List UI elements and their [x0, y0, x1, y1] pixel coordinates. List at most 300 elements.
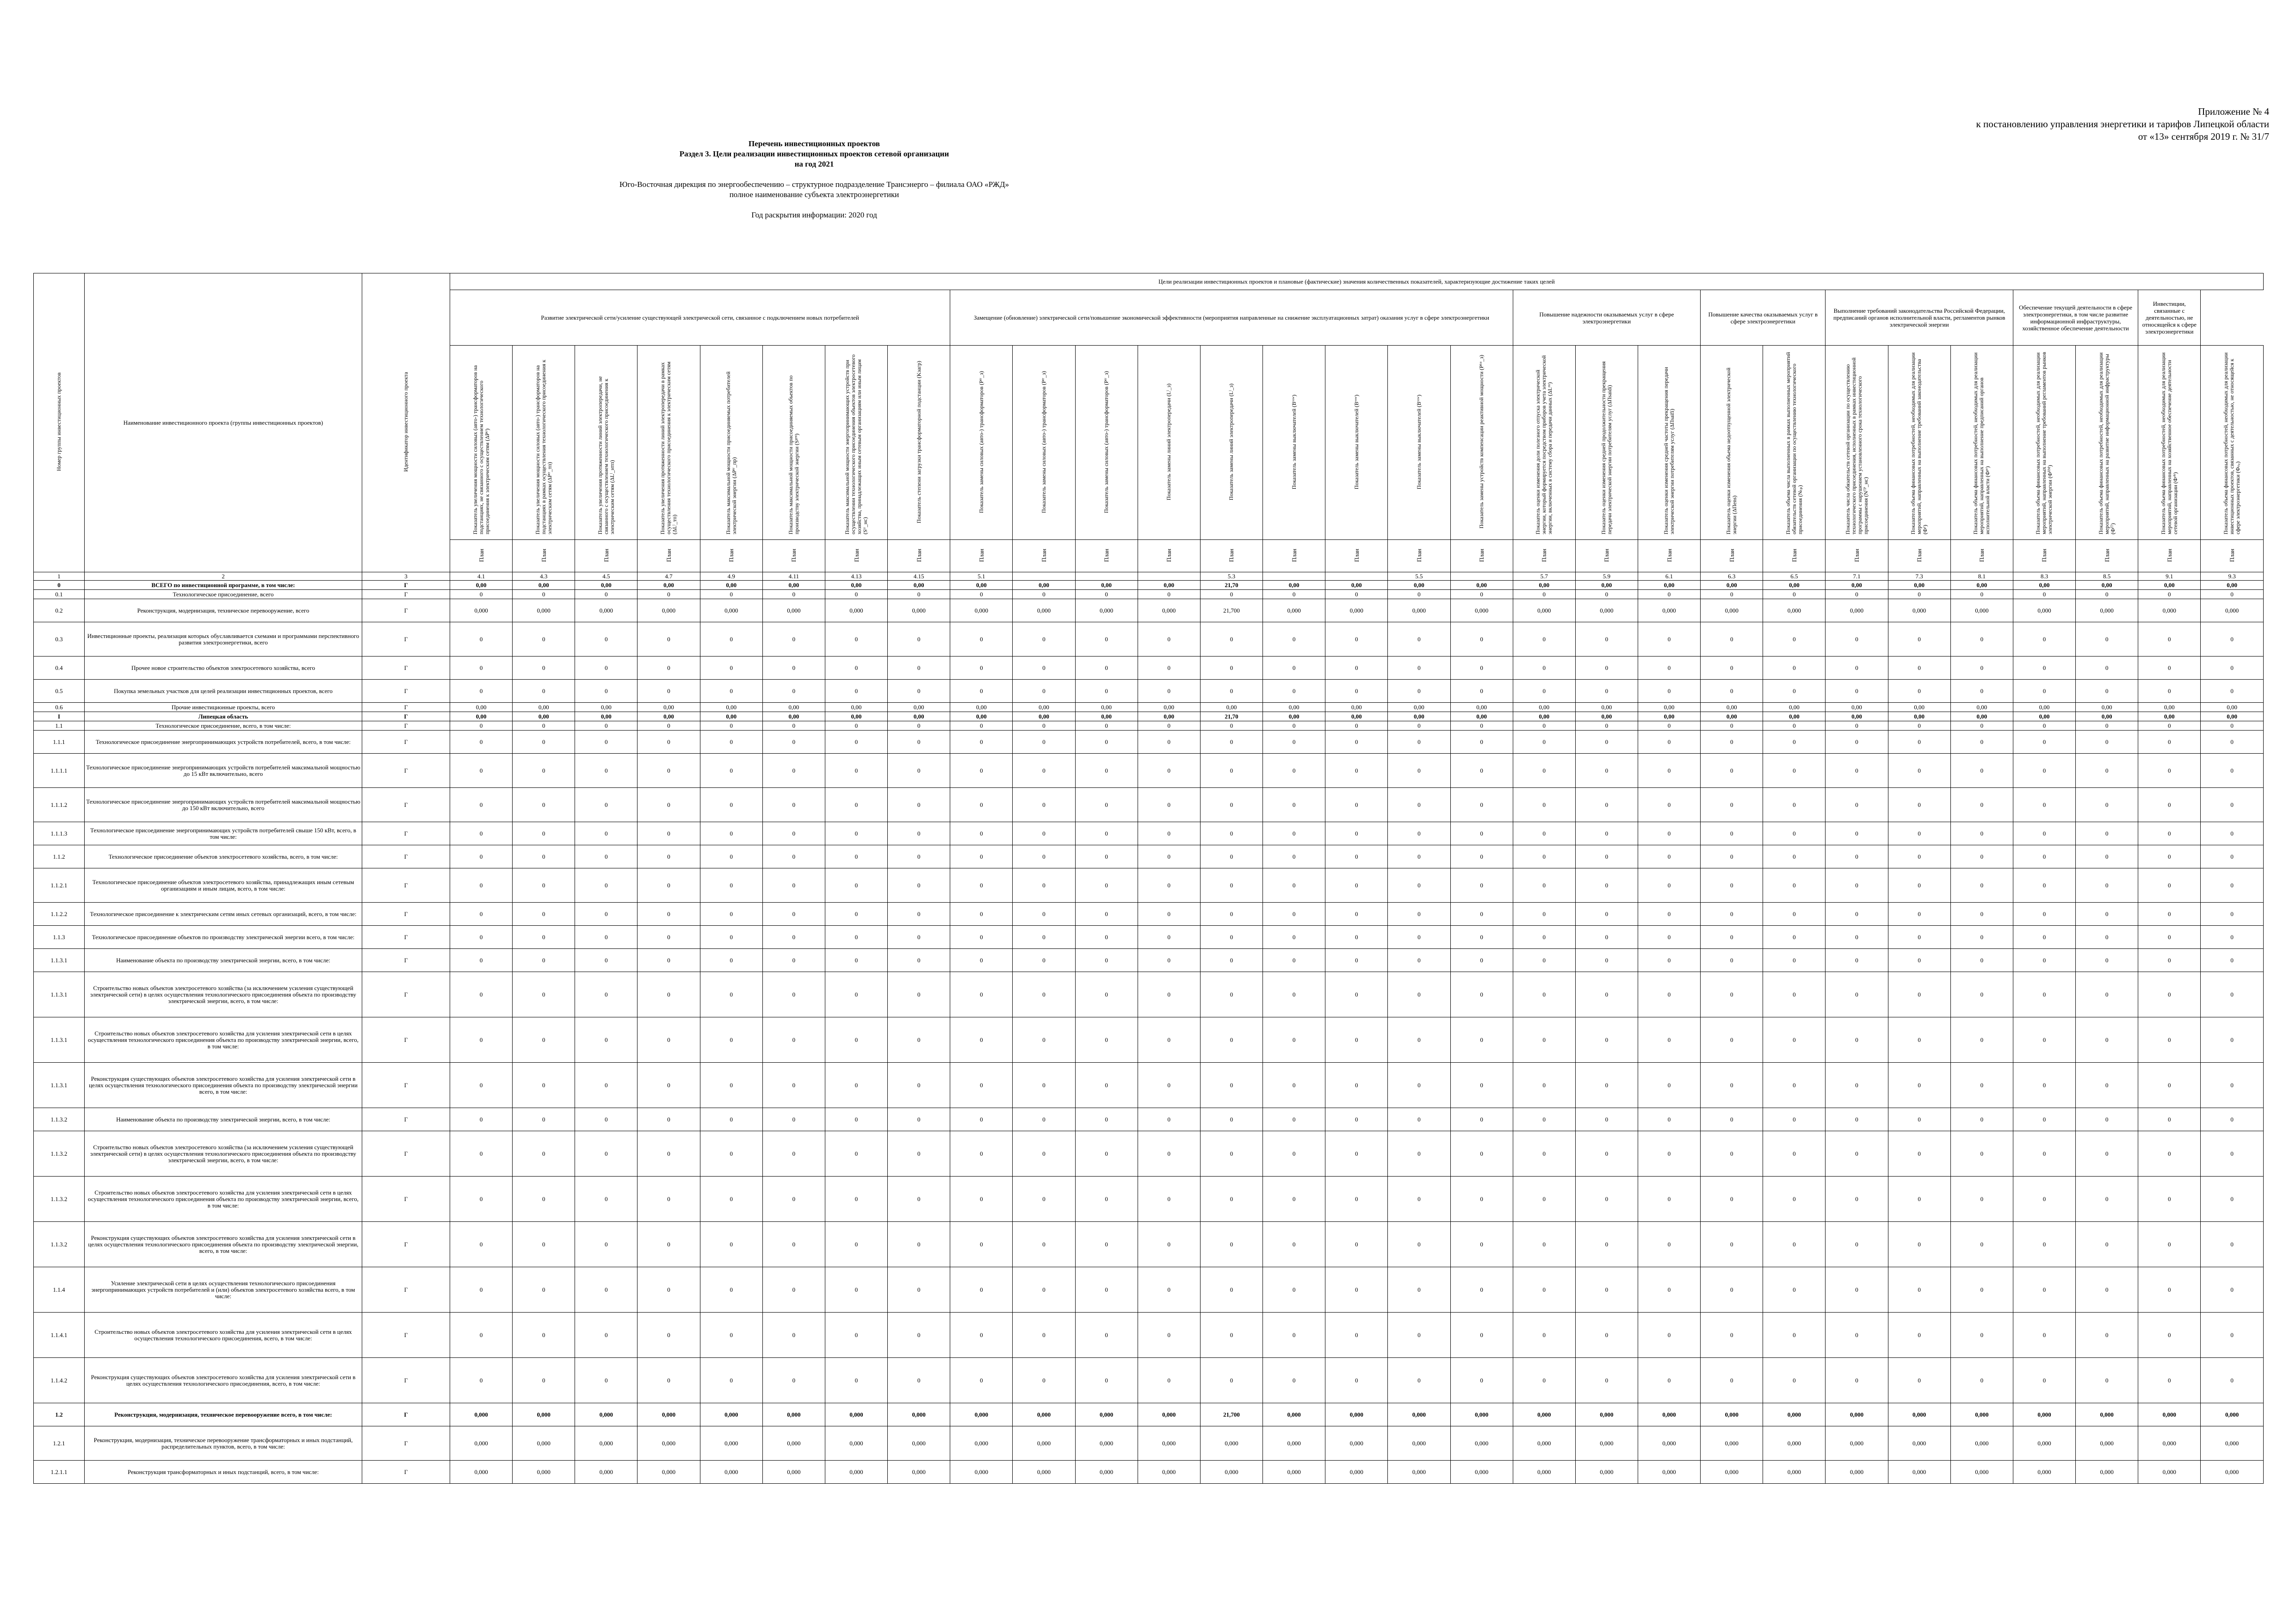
- row-value: 0: [450, 868, 513, 903]
- row-value: 0: [2076, 822, 2138, 845]
- row-value: 0: [1013, 1313, 1075, 1358]
- row-value: 0: [1575, 1108, 1638, 1131]
- row-value: 0,00: [450, 581, 513, 590]
- row-value: 0: [1200, 754, 1262, 788]
- row-value: 0: [1075, 680, 1138, 703]
- row-value: 0: [2138, 721, 2201, 731]
- header-project-id: [362, 273, 450, 572]
- header-indicator-label: Показатель оценки изменения доли полезного отпуска электрической энергии, который формируется посредством приборов учета электрической энергии, включенных в систему сбора и передачи данных (ΔLᵉᵘ): [1535, 355, 1553, 534]
- row-value: 0: [762, 657, 825, 680]
- row-value: 0,000: [1075, 1426, 1138, 1461]
- row-value: 0,000: [1701, 1461, 1763, 1484]
- row-value: 0: [1325, 845, 1388, 868]
- row-value: 0: [1450, 1313, 1513, 1358]
- row-value: 0: [1388, 926, 1450, 949]
- row-value: 0: [450, 903, 513, 926]
- row-value: 0: [1200, 1177, 1262, 1222]
- row-project-id: Г: [362, 590, 450, 599]
- header-column-number: 6.5: [1763, 572, 1826, 581]
- row-value: 0,000: [2138, 1403, 2201, 1426]
- header-indicator-label: Показатель замены выключателей (Bᵛˢʷ): [1415, 394, 1422, 489]
- row-value: 0: [1575, 1017, 1638, 1063]
- row-value: 0: [888, 1131, 950, 1177]
- table-row: [34, 926, 2264, 949]
- row-value: 0: [700, 680, 762, 703]
- row-value: 0: [575, 845, 637, 868]
- row-value: 0: [2013, 868, 2075, 903]
- row-value: 0: [1075, 949, 1138, 972]
- row-value: 0: [1138, 822, 1200, 845]
- row-value: 0: [575, 926, 637, 949]
- row-project-id: Г: [362, 822, 450, 845]
- row-value: 0: [950, 1222, 1013, 1267]
- row-value: 0: [637, 1131, 700, 1177]
- row-value: 0: [762, 949, 825, 972]
- row-value: 0: [700, 926, 762, 949]
- header-plan-label: План: [728, 548, 735, 562]
- header-plan-label: План: [1603, 548, 1610, 562]
- row-value: 0,00: [2076, 581, 2138, 590]
- row-value: 0: [1888, 680, 1950, 703]
- row-value: 0: [1325, 721, 1388, 731]
- row-value: 0: [1325, 903, 1388, 926]
- header-plan-cell: [950, 540, 1013, 572]
- row-value: 0: [1013, 731, 1075, 754]
- row-value: 0: [1950, 721, 2013, 731]
- row-value: 0: [1200, 868, 1262, 903]
- row-value: 0: [1513, 680, 1575, 703]
- header-column-number: 5.3: [1200, 572, 1262, 581]
- row-value: 0: [1950, 1222, 2013, 1267]
- row-value: 0: [1575, 731, 1638, 754]
- row-value: 0: [762, 590, 825, 599]
- row-project-id: Г: [362, 731, 450, 754]
- header-plan-cell: [1075, 540, 1138, 572]
- row-value: 0: [700, 657, 762, 680]
- row-value: 0: [2138, 1131, 2201, 1177]
- row-value: 0: [950, 868, 1013, 903]
- row-value: 0: [1138, 731, 1200, 754]
- header-group-number: [34, 273, 85, 572]
- row-value: 0: [2076, 1063, 2138, 1108]
- row-value: 0,00: [2201, 703, 2263, 712]
- row-value: 0: [1388, 822, 1450, 845]
- row-value: 0: [637, 1267, 700, 1313]
- row-value: 0: [1388, 972, 1450, 1017]
- row-value: 0: [825, 1177, 887, 1222]
- row-value: 0: [1826, 845, 1888, 868]
- row-value: 0: [575, 721, 637, 731]
- row-value: 0: [1075, 1267, 1138, 1313]
- row-value: 0: [450, 622, 513, 657]
- row-value: 0: [1075, 972, 1138, 1017]
- row-value: 0: [450, 949, 513, 972]
- row-value: 0: [1950, 972, 2013, 1017]
- row-value: 0: [1575, 788, 1638, 822]
- row-value: 0: [1826, 1177, 1888, 1222]
- row-project-name: Наименование объекта по производству электрической энергии, всего, в том числе:: [85, 1108, 362, 1131]
- row-value: 0,000: [2201, 1461, 2263, 1484]
- row-value: 0: [1263, 788, 1325, 822]
- row-value: 0: [637, 926, 700, 949]
- row-value: 0: [1950, 1313, 2013, 1358]
- row-value: 0,000: [1701, 1426, 1763, 1461]
- row-value: 0: [950, 622, 1013, 657]
- row-value: 0: [575, 1108, 637, 1131]
- row-value: 0,00: [1138, 581, 1200, 590]
- row-value: 0: [1763, 731, 1826, 754]
- row-value: 0: [2013, 903, 2075, 926]
- row-value: 0: [700, 1063, 762, 1108]
- row-value: 0: [1513, 822, 1575, 845]
- row-value: 0: [1826, 1017, 1888, 1063]
- row-value: 0: [450, 788, 513, 822]
- row-value: 0: [700, 721, 762, 731]
- row-value: 0,000: [1950, 1403, 2013, 1426]
- header-plan-cell: [1888, 540, 1950, 572]
- row-value: 0: [1701, 868, 1763, 903]
- row-value: 0,000: [637, 599, 700, 622]
- row-value: 0: [1950, 590, 2013, 599]
- row-number: 1.1.3.2: [34, 1131, 85, 1177]
- header-indicator: [2201, 346, 2263, 540]
- row-value: 0: [1075, 1017, 1138, 1063]
- row-value: 0: [2076, 926, 2138, 949]
- header-indicator: [1013, 346, 1075, 540]
- header-plan-cell: [1263, 540, 1325, 572]
- row-value: 0: [700, 1177, 762, 1222]
- row-value: 0: [637, 972, 700, 1017]
- header-plan-label: План: [2228, 548, 2236, 562]
- row-value: 0: [1950, 868, 2013, 903]
- header-goal-group: Повышение надежности оказываемых услуг в сфере электроэнергетики: [1513, 290, 1700, 346]
- row-value: 0,000: [1013, 1426, 1075, 1461]
- row-value: 0: [2138, 868, 2201, 903]
- row-value: 0: [700, 788, 762, 822]
- row-value: 0,00: [2076, 703, 2138, 712]
- row-value: 0: [1138, 1313, 1200, 1358]
- row-value: 0: [1888, 622, 1950, 657]
- row-value: 0: [1638, 1177, 1700, 1222]
- header-plan-cell: [762, 540, 825, 572]
- row-value: 0: [1701, 949, 1763, 972]
- row-number: 0.6: [34, 703, 85, 712]
- row-value: 0: [1950, 731, 2013, 754]
- row-value: 0,000: [1450, 599, 1513, 622]
- row-value: 0: [825, 1222, 887, 1267]
- row-value: 0,00: [1575, 712, 1638, 721]
- row-value: 0,000: [1200, 1426, 1262, 1461]
- row-value: 0,000: [2013, 1403, 2075, 1426]
- row-value: 0,000: [2201, 1426, 2263, 1461]
- header-column-number: 4.13: [825, 572, 887, 581]
- row-value: 0: [700, 903, 762, 926]
- row-value: 0: [888, 1063, 950, 1108]
- row-value: 0: [700, 754, 762, 788]
- row-value: 0,00: [1826, 703, 1888, 712]
- row-value: 0: [1950, 622, 2013, 657]
- row-value: 0,000: [700, 1426, 762, 1461]
- row-value: 0: [888, 657, 950, 680]
- row-project-id: Г: [362, 926, 450, 949]
- row-value: 0,00: [1826, 712, 1888, 721]
- row-value: 0: [513, 1358, 575, 1403]
- row-value: 0,000: [700, 1461, 762, 1484]
- row-value: 0: [2138, 1222, 2201, 1267]
- row-value: 0: [2076, 1131, 2138, 1177]
- row-value: 0: [1888, 754, 1950, 788]
- row-value: 0,00: [762, 712, 825, 721]
- row-value: 0,00: [762, 581, 825, 590]
- table-row: [34, 868, 2264, 903]
- row-value: 0: [2201, 622, 2263, 657]
- row-project-id: Г: [362, 721, 450, 731]
- row-value: 0: [1388, 868, 1450, 903]
- row-number: 1.1.4: [34, 1267, 85, 1313]
- row-value: 0,000: [1325, 1461, 1388, 1484]
- row-value: 0: [1325, 754, 1388, 788]
- row-value: 0,000: [1263, 1426, 1325, 1461]
- row-value: 0: [575, 590, 637, 599]
- row-value: 0: [1888, 721, 1950, 731]
- row-value: 0,00: [575, 703, 637, 712]
- row-value: 0: [1513, 1017, 1575, 1063]
- row-value: 0: [825, 657, 887, 680]
- row-value: 0: [1575, 845, 1638, 868]
- row-value: 0: [513, 822, 575, 845]
- row-value: 0: [1325, 1131, 1388, 1177]
- row-number: I: [34, 712, 85, 721]
- header-plan-cell: [575, 540, 637, 572]
- header-indicator: [513, 346, 575, 540]
- row-value: 0: [1450, 949, 1513, 972]
- row-project-name: Строительство новых объектов электросетевого хозяйства для усиления электрической сети в целях осуществления технологического присоединения объекта по производству электрической энергии, всего, в том числе:: [85, 1177, 362, 1222]
- row-value: 0: [450, 845, 513, 868]
- row-value: 0: [513, 903, 575, 926]
- row-project-name: Технологическое присоединение объектов по производству электрической энергии всего, в том числе:: [85, 926, 362, 949]
- row-number: 1.1.3.1: [34, 972, 85, 1017]
- header-column-number: [1450, 572, 1513, 581]
- row-value: 0,00: [1450, 581, 1513, 590]
- row-value: 0: [762, 903, 825, 926]
- row-value: 0: [513, 1063, 575, 1108]
- row-value: 0: [637, 903, 700, 926]
- row-value: 0: [1263, 622, 1325, 657]
- row-project-id: Г: [362, 1222, 450, 1267]
- row-value: 0: [700, 822, 762, 845]
- row-value: 0,000: [1075, 1461, 1138, 1484]
- row-value: 0,000: [450, 599, 513, 622]
- row-value: 0: [2201, 868, 2263, 903]
- row-value: 0: [762, 926, 825, 949]
- row-value: 0: [2138, 1063, 2201, 1108]
- row-project-name: Строительство новых объектов электросетевого хозяйства для усиления электрической сети в целях осуществления технологического присоединения объекта по производству электрической энергии, всего, в том числе:: [85, 1017, 362, 1063]
- row-value: 0: [1138, 926, 1200, 949]
- row-value: 0,000: [700, 599, 762, 622]
- row-value: 0: [2201, 1267, 2263, 1313]
- row-value: 0: [1638, 949, 1700, 972]
- row-project-name: Строительство новых объектов электросетевого хозяйства (за исключением усиления существующей электрической сети) в целях осуществления технологического присоединения объекта по производству электрической энергии, всего, в том числе:: [85, 972, 362, 1017]
- doc-title-line-1: Перечень инвестиционных проектов: [749, 139, 880, 148]
- row-value: 0: [1075, 1063, 1138, 1108]
- row-value: 0,000: [575, 1461, 637, 1484]
- row-value: 0: [1701, 622, 1763, 657]
- row-value: 0: [2013, 680, 2075, 703]
- header-goals-super: Цели реализации инвестиционных проектов и плановые (фактические) значения количественных показателей, характеризующие достижение таких целей: [450, 273, 2264, 290]
- row-value: 0: [1325, 590, 1388, 599]
- document-title-block: [490, 139, 1138, 220]
- row-value: 0: [1638, 1017, 1700, 1063]
- row-value: 0: [1763, 1222, 1826, 1267]
- header-plan-cell: [2076, 540, 2138, 572]
- row-value: 0: [1325, 949, 1388, 972]
- row-value: 0,00: [2013, 581, 2075, 590]
- row-value: 0: [1388, 1267, 1450, 1313]
- row-value: 0: [1388, 1222, 1450, 1267]
- row-value: 0: [1263, 1222, 1325, 1267]
- row-value: 0: [450, 1313, 513, 1358]
- row-value: 0: [1888, 822, 1950, 845]
- row-value: 0,000: [1263, 599, 1325, 622]
- row-value: 0: [1200, 657, 1262, 680]
- row-value: 0,000: [1513, 1403, 1575, 1426]
- row-value: 0: [1763, 845, 1826, 868]
- row-project-id: Г: [362, 1461, 450, 1484]
- row-value: 0,00: [1138, 712, 1200, 721]
- row-project-name: Инвестиционные проекты, реализация которых обуславливается схемами и программами перспективного развития электроэнергетики, всего: [85, 622, 362, 657]
- row-value: 0: [1450, 731, 1513, 754]
- row-value: 0,000: [1888, 599, 1950, 622]
- row-project-name: Реконструкция, модернизация, техническое перевооружение всего, в том числе:: [85, 1403, 362, 1426]
- row-value: 0: [1013, 1017, 1075, 1063]
- header-indicator-label: Показатель замены линий электропередачи (Lˡ_з): [1228, 383, 1235, 501]
- row-value: 0: [1826, 1108, 1888, 1131]
- row-value: 0: [1200, 972, 1262, 1017]
- row-value: 0: [2138, 754, 2201, 788]
- header-plan-label: План: [978, 548, 985, 562]
- header-plan-cell: [2013, 540, 2075, 572]
- row-value: 0,00: [950, 712, 1013, 721]
- row-value: 0: [2138, 972, 2201, 1017]
- row-value: 0: [513, 1017, 575, 1063]
- header-indicator-label: Показатель объема финансовых потребностей, необходимых для реализации мероприятий, направленных на выполнение предписаний органов исполнительной власти (Фᵖʳ): [1972, 352, 1991, 534]
- row-value: 0,00: [575, 712, 637, 721]
- row-value: 0: [1138, 1017, 1200, 1063]
- header-plan-cell: [700, 540, 762, 572]
- row-value: 0,000: [1888, 1461, 1950, 1484]
- row-value: 0: [888, 926, 950, 949]
- row-value: 0: [575, 1313, 637, 1358]
- row-value: 0,000: [762, 599, 825, 622]
- row-value: 0: [513, 1131, 575, 1177]
- row-value: 0: [1200, 1222, 1262, 1267]
- row-value: 0,000: [1450, 1403, 1513, 1426]
- row-value: 0,00: [637, 712, 700, 721]
- row-value: 0: [2076, 731, 2138, 754]
- header-plan-label: План: [1916, 548, 1923, 562]
- row-value: 0: [2076, 1222, 2138, 1267]
- table-row: [34, 1426, 2264, 1461]
- row-value: 0: [1388, 680, 1450, 703]
- row-value: 0: [450, 1131, 513, 1177]
- row-value: 0: [1013, 868, 1075, 903]
- header-indicator-label: Показатель замены силовых (авто-) трансформаторов (Pᵗʳ_з): [978, 371, 984, 513]
- row-value: 0: [1575, 1313, 1638, 1358]
- row-value: 0: [1575, 949, 1638, 972]
- row-value: 0: [1575, 622, 1638, 657]
- header-plan-cell: [1450, 540, 1513, 572]
- header-indicator: [1888, 346, 1950, 540]
- row-value: 0: [1388, 1358, 1450, 1403]
- header-indicator: [1200, 346, 1262, 540]
- row-value: 0,00: [2201, 581, 2263, 590]
- row-value: 0: [513, 754, 575, 788]
- row-value: 0: [1826, 903, 1888, 926]
- row-value: 0,00: [2076, 712, 2138, 721]
- row-value: 0: [1200, 822, 1262, 845]
- row-value: 0: [1013, 754, 1075, 788]
- row-value: 0: [1075, 926, 1138, 949]
- row-value: 0: [637, 721, 700, 731]
- row-value: 0,00: [1325, 581, 1388, 590]
- table-row: [34, 1403, 2264, 1426]
- row-value: 0: [1013, 721, 1075, 731]
- row-value: 0: [1138, 972, 1200, 1017]
- row-value: 0,000: [1701, 1403, 1763, 1426]
- row-value: 0: [1950, 657, 2013, 680]
- row-value: 0: [1075, 903, 1138, 926]
- row-value: 0: [1200, 1108, 1262, 1131]
- row-value: 0,000: [1638, 1461, 1700, 1484]
- row-value: 0: [1888, 657, 1950, 680]
- row-value: 0: [1638, 1222, 1700, 1267]
- row-value: 0: [1200, 731, 1262, 754]
- row-value: 0: [1701, 926, 1763, 949]
- row-number: 1.1.3.2: [34, 1222, 85, 1267]
- row-value: 0: [1513, 972, 1575, 1017]
- row-value: 0,000: [1263, 1403, 1325, 1426]
- row-value: 0: [1575, 1358, 1638, 1403]
- row-value: 0: [2201, 1108, 2263, 1131]
- row-value: 0: [1388, 721, 1450, 731]
- header-plan-label: План: [1415, 548, 1423, 562]
- row-value: 0: [950, 657, 1013, 680]
- row-value: 0: [2076, 754, 2138, 788]
- header-column-number: 4.7: [637, 572, 700, 581]
- header-column-number: 8.1: [1950, 572, 2013, 581]
- row-value: 0: [2201, 1313, 2263, 1358]
- row-value: 0: [888, 1222, 950, 1267]
- row-number: 0.2: [34, 599, 85, 622]
- row-value: 0,000: [950, 1461, 1013, 1484]
- row-value: 0,00: [1638, 581, 1700, 590]
- row-value: 0,000: [1138, 1461, 1200, 1484]
- row-value: 0: [1638, 903, 1700, 926]
- row-value: 0: [1263, 926, 1325, 949]
- header-indicator: [700, 346, 762, 540]
- table-row: [34, 1267, 2264, 1313]
- row-value: 0: [575, 1177, 637, 1222]
- row-value: 0: [1450, 1177, 1513, 1222]
- table-row: [34, 788, 2264, 822]
- disclosure-year: Год раскрытия информации: 2020 год: [751, 211, 877, 219]
- row-value: 0,00: [1263, 703, 1325, 712]
- row-value: 0: [1763, 590, 1826, 599]
- header-column-number: 1: [34, 572, 85, 581]
- row-value: 0: [888, 822, 950, 845]
- row-value: 0: [1388, 622, 1450, 657]
- row-value: 0: [1513, 721, 1575, 731]
